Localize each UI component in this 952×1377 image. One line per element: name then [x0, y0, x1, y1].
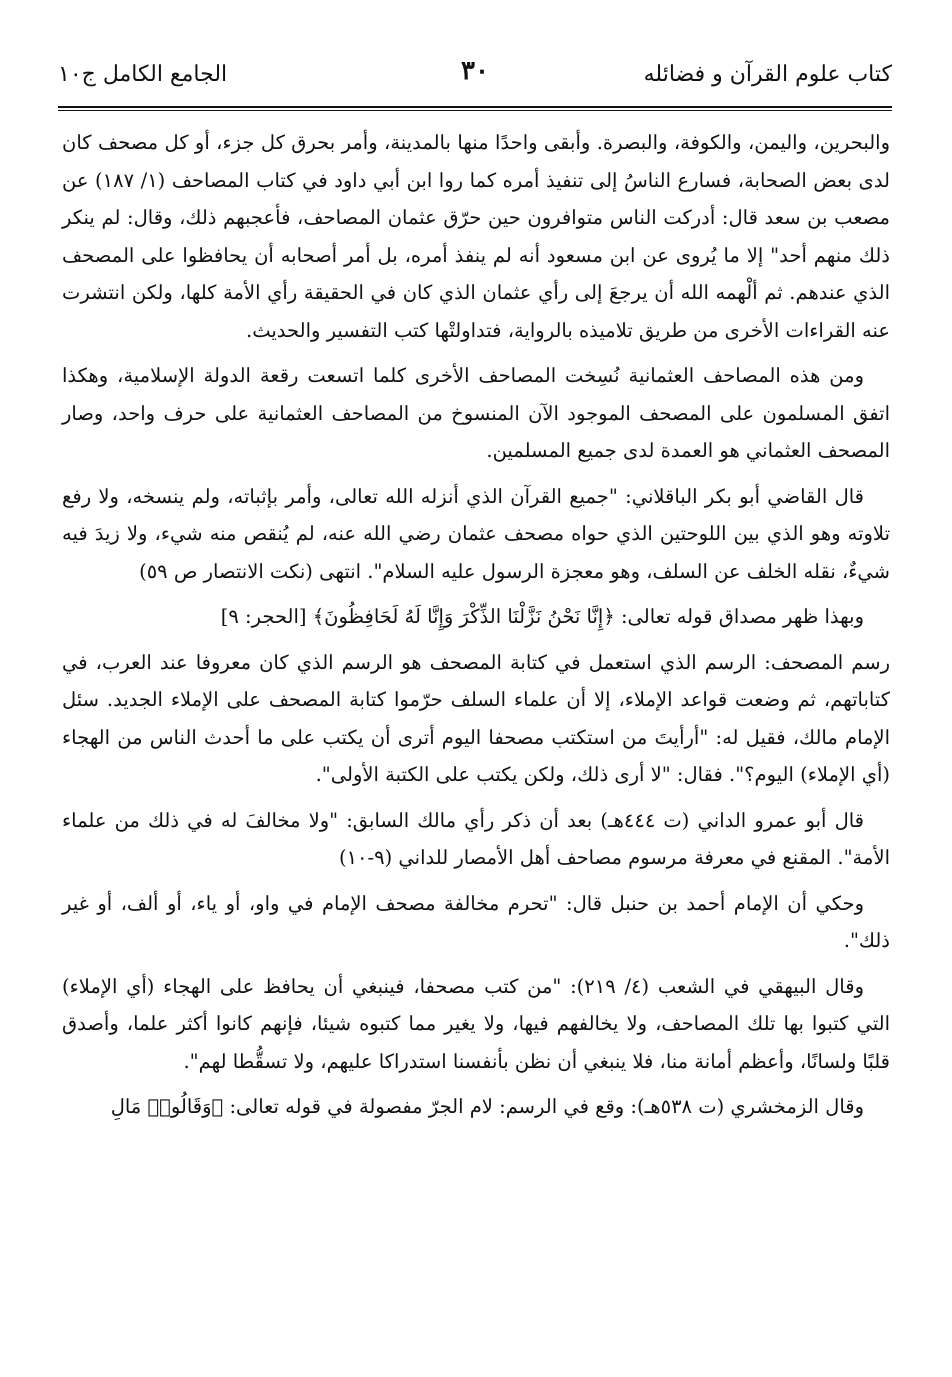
paragraph-1: والبحرين، واليمن، والكوفة، والبصرة. وأبقى واحدًا منها بالمدينة، وأمر بحرق كل جزء، أو كل مصحف كان لدى بعض الصحابة، فسارع الناسُ إلى تنفيذ أمره كما روا ابن أبي داود في كتاب المصاحف (١/ ١٨٧) عن مصعب بن سعد قال: أدركت الناس متوافرون حين حرّق عثمان المصاحف، فأعجبهم ذلك، وقال: لم ينكر ذلك منهم أحد" إلا ما يُروى عن ابن مسعود أنه لم ينفذ أمره، بل أمر أصحابه أن يحافظوا على المصحف الذي عندهم. ثم ألْهمه الله أن يرجعَ إلى رأي عثمان الذي كان في الحقيقة رأي الأمة كلها، ولكن انتشرت عنه القراءات الأخرى من طريق تلاميذه بالرواية، فتداولتْها كتب التفسير والحديث. — [62, 131, 891, 342]
series-title: الجامع الكامل ج١٠ — [58, 62, 228, 87]
page-number: ٣٠ — [461, 56, 489, 86]
paragraph-7: وحكي أن الإمام أحمد بن حنبل قال: "تحرم مخالفة مصحف الإمام في واو، أو ياء، أو ألف، أو غير ذلك". — [62, 891, 890, 952]
paragraph-9: وقال الزمخشري (ت ٥٣٨هـ): وقع في الرسم: لام الجرّ مفصولة في قوله تعالى: ﴿وَقَالُوا۟ مَالِ — [110, 1095, 864, 1118]
paragraph-3: قال القاضي أبو بكر الباقلاني: "جميع القرآن الذي أنزله الله تعالى، وأمر بإثباته، ولم ينسخه، ولا رفع تلاوته وهو الذي بين اللوحتين الذي حواه مصحف عثمان رضي الله عنه، لم يُنقص منه شيء، ولا زيدَ فيه شيءٌ، نقله الخلف عن السلف، وهو معجزة الرسول عليه السلام". انتهى (نكت الانتصار ص ٥٩) — [62, 484, 890, 583]
page-body — [62, 124, 890, 1134]
paragraph-4-verse: وبهذا ظهر مصداق قوله تعالى: ﴿إِنَّا نَحْنُ نَزَّلْنَا الذِّكْرَ وَإِنَّا لَهُ لَحَافِظُونَ﴾ [الحجر: ٩] — [220, 605, 864, 628]
paragraph-2: ومن هذه المصاحف العثمانية نُسِخت المصاحف الأخرى كلما اتسعت رقعة الدولة الإسلامية، وهكذا اتفق المسلمون على المصحف الموجود الآن المنسوخ من المصاحف العثمانية على حرف واحد، وصار المصحف العثماني هو العمدة لدى جميع المسلمين. — [62, 364, 890, 462]
header-rule — [58, 106, 892, 111]
page-header — [58, 56, 892, 106]
paragraph-5: رسم المصحف: الرسم الذي استعمل في كتابة المصحف هو الرسم الذي كان معروفا عند العرب، في كتاباتهم، ثم وضعت قواعد الإملاء، إلا أن علماء السلف حرّموا كتابة المصحف على الإملاء الجديد. سئل الإمام مالك، فقيل له: "أرأيتَ من استكتب مصحفا اليوم أترى أن يكتب على ما أحدث الناس من الهجاء (أي الإملاء) اليوم؟". فقال: "لا أرى ذلك، ولكن يكتب على الكتبة الأولى". — [62, 650, 890, 786]
book-title: كتاب علوم القرآن و فضائله — [643, 62, 892, 87]
paragraph-8: وقال البيهقي في الشعب (٤/ ٢١٩): "من كتب مصحفا، فينبغي أن يحافظ على الهجاء (أي الإملاء) التي كتبوا بها تلك المصاحف، ولا يخالفهم فيها، ولا يغير مما كتبوه شيئا، فإنهم كانوا أكثر علما، وأصدق قلبًا ولسانًا، وأعظم أمانة منا، فلا ينبغي أن نظن بأنفسنا استدراكا عليهم، ولا تسقُّطا لهم". — [62, 974, 890, 1073]
paragraph-6: قال أبو عمرو الداني (ت ٤٤٤هـ) بعد أن ذكر رأي مالك السابق: "ولا مخالفَ له في ذلك من علماء الأمة". المقنع في معرفة مرسوم مصاحف أهل الأمصار للداني (٩-١٠) — [62, 808, 890, 869]
